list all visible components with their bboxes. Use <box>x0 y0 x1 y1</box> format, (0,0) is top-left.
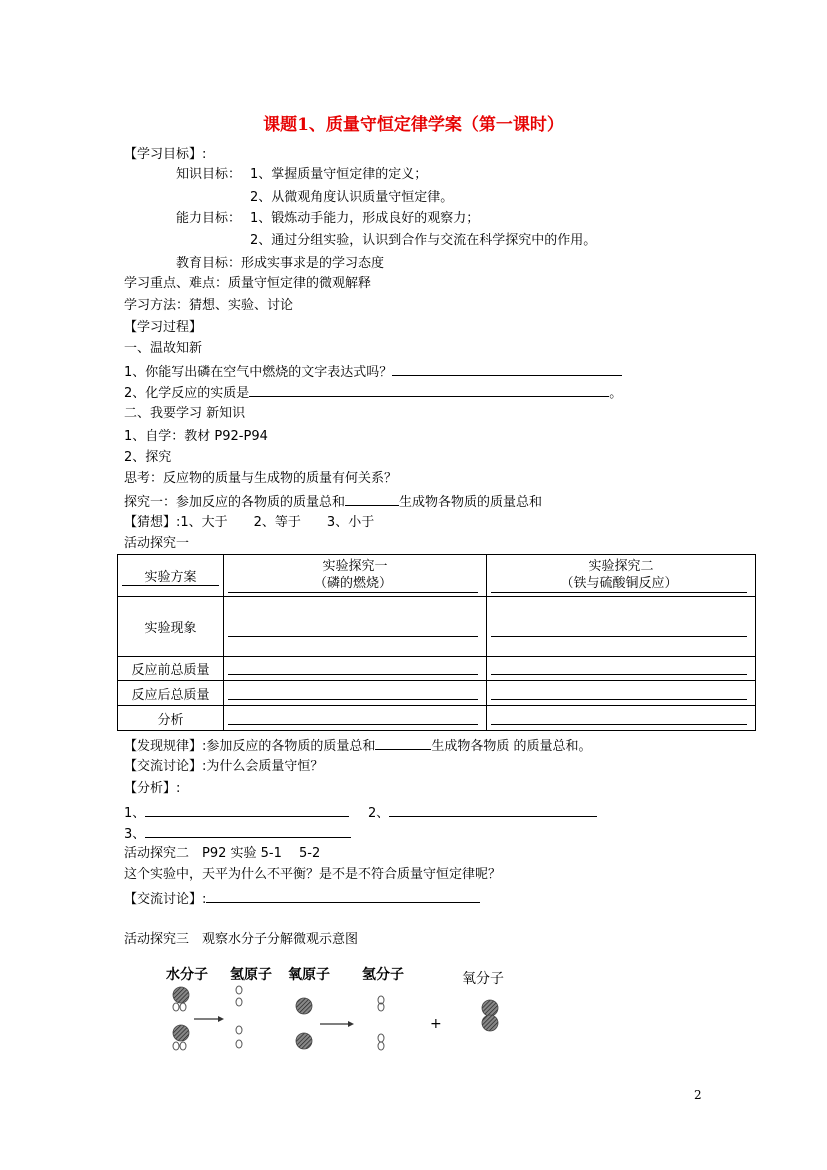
explore1 <box>124 492 542 512</box>
new-heading: 二、我要学习 新知识 <box>124 406 246 421</box>
analysis-exp1-cell[interactable] <box>224 706 487 731</box>
goals-heading: 【学习目标】: <box>124 147 207 162</box>
before-label: 反应前总质量 <box>118 657 224 681</box>
explore1-text-b: 生成物各物质的质量总和 <box>399 495 543 510</box>
exp1-sub: （磷的燃烧） <box>228 575 478 593</box>
table-row <box>118 681 756 706</box>
table-row <box>118 706 756 731</box>
ability-label: 能力目标： <box>176 211 242 226</box>
water-decomposition-diagram <box>150 958 570 1068</box>
activity2-label: 活动探究二 P92 实验 5-1 5-2 <box>124 846 321 861</box>
table-cell-exp2 <box>487 555 756 597</box>
after-exp2-line <box>491 687 747 700</box>
phenomenon-exp2-line <box>491 616 747 637</box>
activity1-label: 活动探究一 <box>124 536 190 551</box>
rule-text-b: 生成物各物质 的质量总和。 <box>431 739 592 754</box>
key-points: 学习重点、难点：质量守恒定律的微观解释 <box>124 276 372 291</box>
ability-1: 1、锻炼动手能力，形成良好的观察力； <box>250 211 480 226</box>
oxygen-molecule-label: 氧分子 <box>462 971 504 987</box>
explore1-blank[interactable] <box>345 492 399 506</box>
plus-sign: + <box>430 1016 442 1032</box>
review-q2 <box>124 383 622 403</box>
exp1-title: 实验探究一 <box>322 559 388 574</box>
table-row <box>118 597 756 657</box>
page-number: 2 <box>694 1088 702 1102</box>
activity3-label: 活动探究三 观察水分子分解微观示意图 <box>124 932 359 947</box>
analysis-heading: 【分析】: <box>124 781 181 796</box>
ability-2: 2、通过分组实验，认识到合作与交流在科学探究中的作用。 <box>250 233 597 248</box>
rule-text-a: 【发现规律】:参加反应的各物质的质量总和 <box>124 739 376 754</box>
review-q1 <box>124 362 622 382</box>
think-question: 思考：反应物的质量与生成物的质量有何关系？ <box>124 471 398 486</box>
knowledge-label: 知识目标： <box>176 167 242 182</box>
guess: 【猜想】:1、大于 2、等于 3、小于 <box>124 515 375 530</box>
analysis-3 <box>124 824 351 844</box>
exp2-title: 实验探究二 <box>588 559 654 574</box>
water-molecule-icon <box>173 987 189 1011</box>
knowledge-2: 2、从微观角度认识质量守恒定律。 <box>250 190 454 205</box>
after-exp1-line <box>228 687 478 700</box>
arrow-icon <box>320 1021 354 1027</box>
exp2-sub: （铁与硫酸铜反应） <box>491 575 747 593</box>
molecule-illustration <box>150 958 570 1068</box>
analysis-3-num: 3、 <box>124 827 146 842</box>
before-exp1-line <box>228 662 478 675</box>
analysis-label: 分析 <box>118 706 224 731</box>
phenomenon-exp1-line <box>228 616 478 637</box>
hydrogen-molecule-label: 氢分子 <box>362 967 404 983</box>
water-molecule-label: 水分子 <box>166 967 208 983</box>
analysis-2-blank[interactable] <box>389 803 597 817</box>
oxygen-atom-icon <box>296 998 312 1049</box>
rule <box>124 736 592 756</box>
review-heading: 一、温故知新 <box>124 341 203 356</box>
table-cell-exp1 <box>224 555 487 597</box>
arrow-icon <box>194 1016 224 1022</box>
analysis-3-blank[interactable] <box>145 824 351 838</box>
analysis-1-blank[interactable] <box>145 803 349 817</box>
review-q2-blank[interactable] <box>249 383 609 397</box>
analysis-exp1-line <box>228 712 478 725</box>
before-exp1-cell[interactable] <box>224 657 487 681</box>
education-goal: 教育目标：形成实事求是的学习态度 <box>176 256 385 271</box>
explore1-text-a: 探究一：参加反应的各物质的质量总和 <box>124 495 346 510</box>
experiment-table <box>117 554 756 731</box>
review-q2-end: 。 <box>609 386 623 401</box>
analysis-2-num: 2、 <box>368 806 390 821</box>
discuss2-blank[interactable] <box>206 889 480 903</box>
review-q2-text: 2、化学反应的实质是 <box>124 386 250 401</box>
process-heading: 【学习过程】 <box>124 320 203 335</box>
water-molecule-icon <box>173 1025 189 1050</box>
self-study: 1、自学：教材 P92-P94 <box>124 429 268 444</box>
rule-blank[interactable] <box>375 736 431 750</box>
oxygen-atom-label: 氧原子 <box>288 967 330 983</box>
discuss2-text: 【交流讨论】: <box>124 892 207 907</box>
hydrogen-molecule-icon <box>378 996 384 1050</box>
before-exp2-cell[interactable] <box>487 657 756 681</box>
activity2-question: 这个实验中，天平为什么不平衡？是不是不符合质量守恒定律呢？ <box>124 867 502 882</box>
analysis-1-num: 1、 <box>124 806 146 821</box>
phenomenon-label: 实验现象 <box>118 597 224 657</box>
study-method: 学习方法：猜想、实验、讨论 <box>124 298 294 313</box>
table-row <box>118 555 756 597</box>
review-q1-text: 1、你能写出磷在空气中燃烧的文字表达式吗？ <box>124 365 393 380</box>
table-cell-scheme <box>118 555 224 597</box>
explore-label: 2、探究 <box>124 450 172 465</box>
phenomenon-exp2-cell[interactable] <box>487 597 756 657</box>
discuss1: 【交流讨论】:为什么会质量守恒？ <box>124 759 324 774</box>
analysis-2 <box>368 803 597 823</box>
knowledge-1: 1、掌握质量守恒定律的定义； <box>250 167 428 182</box>
table-row <box>118 657 756 681</box>
page-title: 课题1、质量守恒定律学案（第一课时） <box>263 115 564 135</box>
analysis-1 <box>124 803 349 823</box>
oxygen-molecule-icon <box>482 1000 498 1031</box>
after-label: 反应后总质量 <box>118 681 224 706</box>
review-q1-blank[interactable] <box>392 362 622 376</box>
after-exp2-cell[interactable] <box>487 681 756 706</box>
hydrogen-atom-icon <box>236 986 242 1048</box>
scheme-label: 实验方案 <box>122 566 219 586</box>
after-exp1-cell[interactable] <box>224 681 487 706</box>
hydrogen-atom-label: 氢原子 <box>230 967 272 983</box>
phenomenon-exp1-cell[interactable] <box>224 597 487 657</box>
analysis-exp2-cell[interactable] <box>487 706 756 731</box>
discuss2 <box>124 889 480 909</box>
before-exp2-line <box>491 662 747 675</box>
analysis-exp2-line <box>491 712 747 725</box>
